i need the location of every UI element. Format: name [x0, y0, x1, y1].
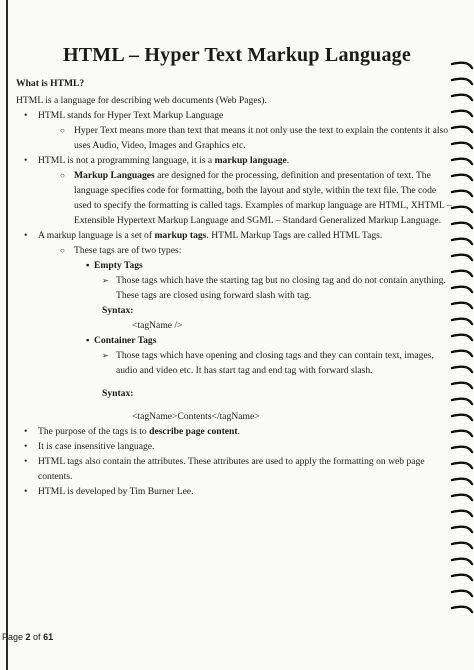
list-item-text: These tags are of two types:: [74, 245, 182, 256]
square-bullet-icon: ▪: [86, 335, 90, 346]
list-item-text: .: [286, 155, 290, 166]
bullet-icon: •: [24, 456, 28, 467]
list-item-text: HTML tags also contain the attributes. These attributes are used to apply the formatting on web page contents.: [38, 456, 425, 482]
bold-term: Empty Tags: [94, 260, 143, 271]
list-item-text: HTML is developed by Tim Burner Lee.: [38, 486, 194, 497]
bullet-icon: •: [24, 155, 28, 166]
syntax-example: <tagName>Contents</tagName>: [132, 411, 260, 422]
square-bullet-icon: ▪: [86, 260, 90, 271]
arrow-bullet-icon: ➢: [102, 351, 109, 360]
syntax-label-text: Syntax:: [102, 388, 134, 399]
list-item: [16, 228, 456, 243]
syntax-example: <tagName />: [132, 320, 183, 331]
syntax-label: [16, 386, 456, 401]
list-item: [16, 153, 456, 168]
bullet-icon: •: [24, 426, 28, 437]
bold-term: Markup Languages: [74, 170, 155, 181]
list-item: [16, 123, 456, 153]
circle-bullet-icon: ○: [60, 126, 65, 135]
bullet-icon: •: [24, 230, 28, 241]
total-pages: 61: [43, 632, 54, 642]
list-item-text: HTML is not a programming language, it is a: [38, 155, 215, 166]
arrow-bullet-icon: ➢: [102, 276, 109, 285]
bullet-icon: •: [24, 441, 28, 452]
bullet-icon: •: [24, 110, 28, 121]
circle-bullet-icon: ○: [60, 171, 65, 180]
bold-term: Container Tags: [94, 335, 157, 346]
list-item-text: Those tags which have opening and closing tags and they can contain text, images, audio and video etc. It has start tag and end tag with forward slash.: [116, 350, 434, 376]
list-item-text: HTML stands for Hyper Text Markup Language: [38, 110, 224, 121]
list-item: [16, 108, 456, 123]
list-item: [16, 424, 456, 439]
bold-term: markup tags: [154, 230, 207, 241]
list-item-text: Those tags which have the starting tag but no closing tag and do not contain anything. These tags are closed using forward slash with tag.: [116, 275, 446, 301]
list-item: [16, 454, 456, 484]
page-prefix: Page: [2, 632, 26, 642]
list-item-container-tags: [16, 333, 456, 348]
bold-term: markup language: [214, 155, 287, 166]
list-item: [16, 439, 456, 454]
list-item: [16, 348, 456, 378]
list-item-text: Hyper Text means more than text that means it not only use the text to explain the contents it also uses Audio, Video, Images and Graphics etc.: [74, 125, 449, 151]
list-item-text: The purpose of the tags is to: [38, 426, 150, 437]
bullet-icon: •: [24, 486, 28, 497]
circle-bullet-icon: ○: [60, 246, 65, 255]
list-item-text: are designed for the processing, definition and presentation of text. The language specifies code for formatting, both the layout and style, within the text file. The code used to specify the formatting is called tags. Examples of markup language are HTML, XHTML – Extensible Hypertext Markup Language and SGML – Standard Generalized Markup Language.: [74, 170, 452, 226]
list-item-text: It is case insensitive language.: [38, 441, 155, 452]
list-item-text: A markup language is a set of: [38, 230, 155, 241]
intro-paragraph: HTML is a language for describing web documents (Web Pages).: [16, 95, 267, 106]
margin-line: [6, 0, 8, 670]
list-item-empty-tags: [16, 258, 456, 273]
list-item-text: .: [237, 426, 240, 437]
current-page: 2: [25, 632, 31, 642]
syntax-label-text: Syntax:: [102, 305, 134, 316]
page-number: [2, 632, 53, 642]
list-item: [16, 273, 456, 303]
bold-term: describe page content: [149, 426, 238, 437]
list-item: [16, 484, 456, 499]
page-title: HTML – Hyper Text Markup Language: [63, 44, 411, 66]
page-of: of: [30, 632, 44, 642]
document-body: [16, 76, 456, 499]
list-item-text: . HTML Markup Tags are called HTML Tags.: [206, 230, 383, 241]
syntax-label: [16, 303, 456, 318]
list-item: [16, 168, 456, 228]
spiral-binding: [448, 60, 474, 620]
section-heading: What is HTML?: [16, 78, 85, 89]
list-item: [16, 243, 456, 258]
